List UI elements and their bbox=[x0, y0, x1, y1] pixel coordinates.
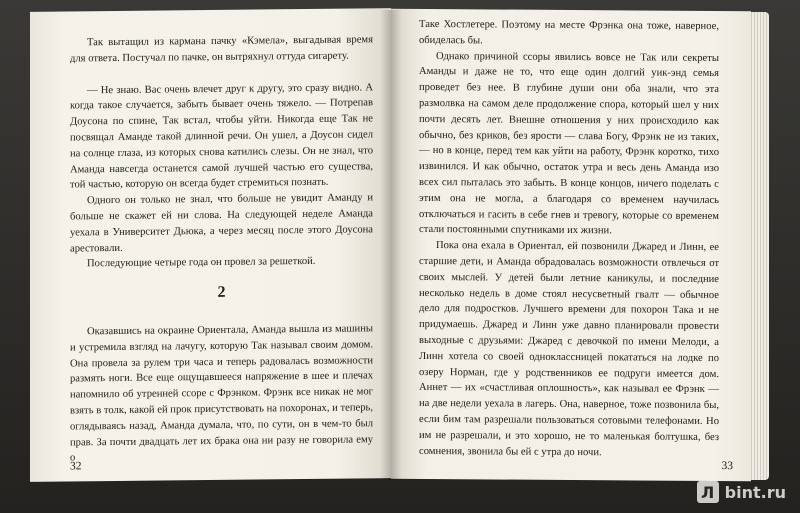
page-edges bbox=[751, 12, 769, 480]
paragraph: Одного он только не знал, что больше не увидит Аманду и больше не скажет ей ни слова. На следующей неделе Аманда уехала в Университет Дьюка, а через месяц после этого Доусона арестовали. bbox=[70, 192, 373, 255]
watermark-logo-icon: Л bbox=[697, 481, 719, 503]
paragraph: Пока она ехала в Ориентал, ей позвонили Джаред и Линн, ее старшие дети, и Аманда обрадовалась возможности отвлечься от своих мыслей. У детей были летние каникулы, и последние несколько недель в доме стоял несусветный гвалт — обычное дело для подростков. Лучшего времени для похорон Така и не придумаешь. Джаред и Линн уже давно планировали провести выходные с друзьями: Джаред с девочкой по имени Мелоди, а Линн хотела со своей одноклассницей покататься на лодке по озеру Норман, где у родственников ее подруги имеется дом. Аннет — их «счастливая оплошность», как называл ее Фрэнк — на две недели уехала в лагерь. Она, наверное, тоже позвонила бы, если бим там разрешали пользоваться сотовыми телефонами. Но им не разрешали, и это хорошо, не то маленькая болтушка, без сомнения, звонила бы ей с утра до ночи. bbox=[419, 240, 719, 458]
left-page-text bbox=[70, 32, 373, 466]
left-page bbox=[30, 8, 391, 482]
right-page bbox=[391, 9, 751, 482]
paragraph: Так вытащил из кармана пачку «Кэмела», выгадывая время для ответа. Постучал по пачке, он вытряхнул оттуда сигарету. bbox=[70, 34, 373, 65]
page-number-left: 32 bbox=[70, 460, 82, 473]
open-book bbox=[30, 10, 760, 490]
book-spine-shadow bbox=[380, 10, 402, 480]
paragraph: Последующие четыре года он провел за решеткой. bbox=[86, 256, 316, 270]
paragraph: Однако причиной ссоры явились вовсе не Так или секреты Аманды и даже не то, что еще один долгий уик-энд семья проведет без нее. В глубине души они оба знали, что эта размолвка на самом деле продолжение спора, который шел у них почти десять лет. Внешне отношения у них происходило как обычно, без криков, без ярости — слава Богу, Фрэнк не из таких, — но в конце, перед тем как уйти на работу, Фрэнк коротко, тихо извинился. И как обычно, остаток утра и весь день Аманда изо всех сил пыталась это забыть. В конце концов, ничего поделать с этим она не могла, а благодаря со временем научилась отключаться и гасить в себе гнев и тревогу, которые со временем стали постоянными спутниками их жизни. bbox=[419, 50, 719, 237]
paragraph: Таке Хостлетере. Поэтому на месте Фрэнка она тоже, наверное, обиделась бы. bbox=[419, 18, 719, 47]
right-page-text bbox=[419, 17, 719, 461]
paragraph: — Не знаю. Вас очень влечет друг к другу, это сразу видно. А когда такое случается, забыть бывает очень тяжело. — Потрепав Доусона по спине, Так встал, чтобы уйти. Никогда еще Так не посвящал Аманде такой длинной речи. Он ушел, а Доусон сидел на солнце глаза, из которых снова катились слезы. Он не знал, что Аманда навсегда останется самой лучшей частью его существа, той частью, которую он всегда будет стремиться познать. bbox=[70, 81, 373, 191]
chapter-number: 2 bbox=[217, 283, 226, 302]
watermark-text: bint.ru bbox=[724, 482, 786, 502]
paragraph: Оказавшись на окраине Ориентала, Аманда вышла из машины и устремила взгляд на лачугу, которую Так называл своим домом. Она провела за рулем три часа и теперь радовалась возможности размять ноги. Все еще ощущавшееся напряжение в шее и плечах напомнило об утренней ссоре с Фрэнком. Фрэнк все никак не мог взять в толк, какой ей прок присутствовать на похоронах, и теперь, оглядываясь назад, Аманда думала, что, по сути, он в чем-то был прав. За почти двадцать лет их брака она ни разу не говорила ему о bbox=[70, 323, 373, 464]
page-number-right: 33 bbox=[721, 460, 733, 473]
site-watermark bbox=[697, 481, 786, 503]
